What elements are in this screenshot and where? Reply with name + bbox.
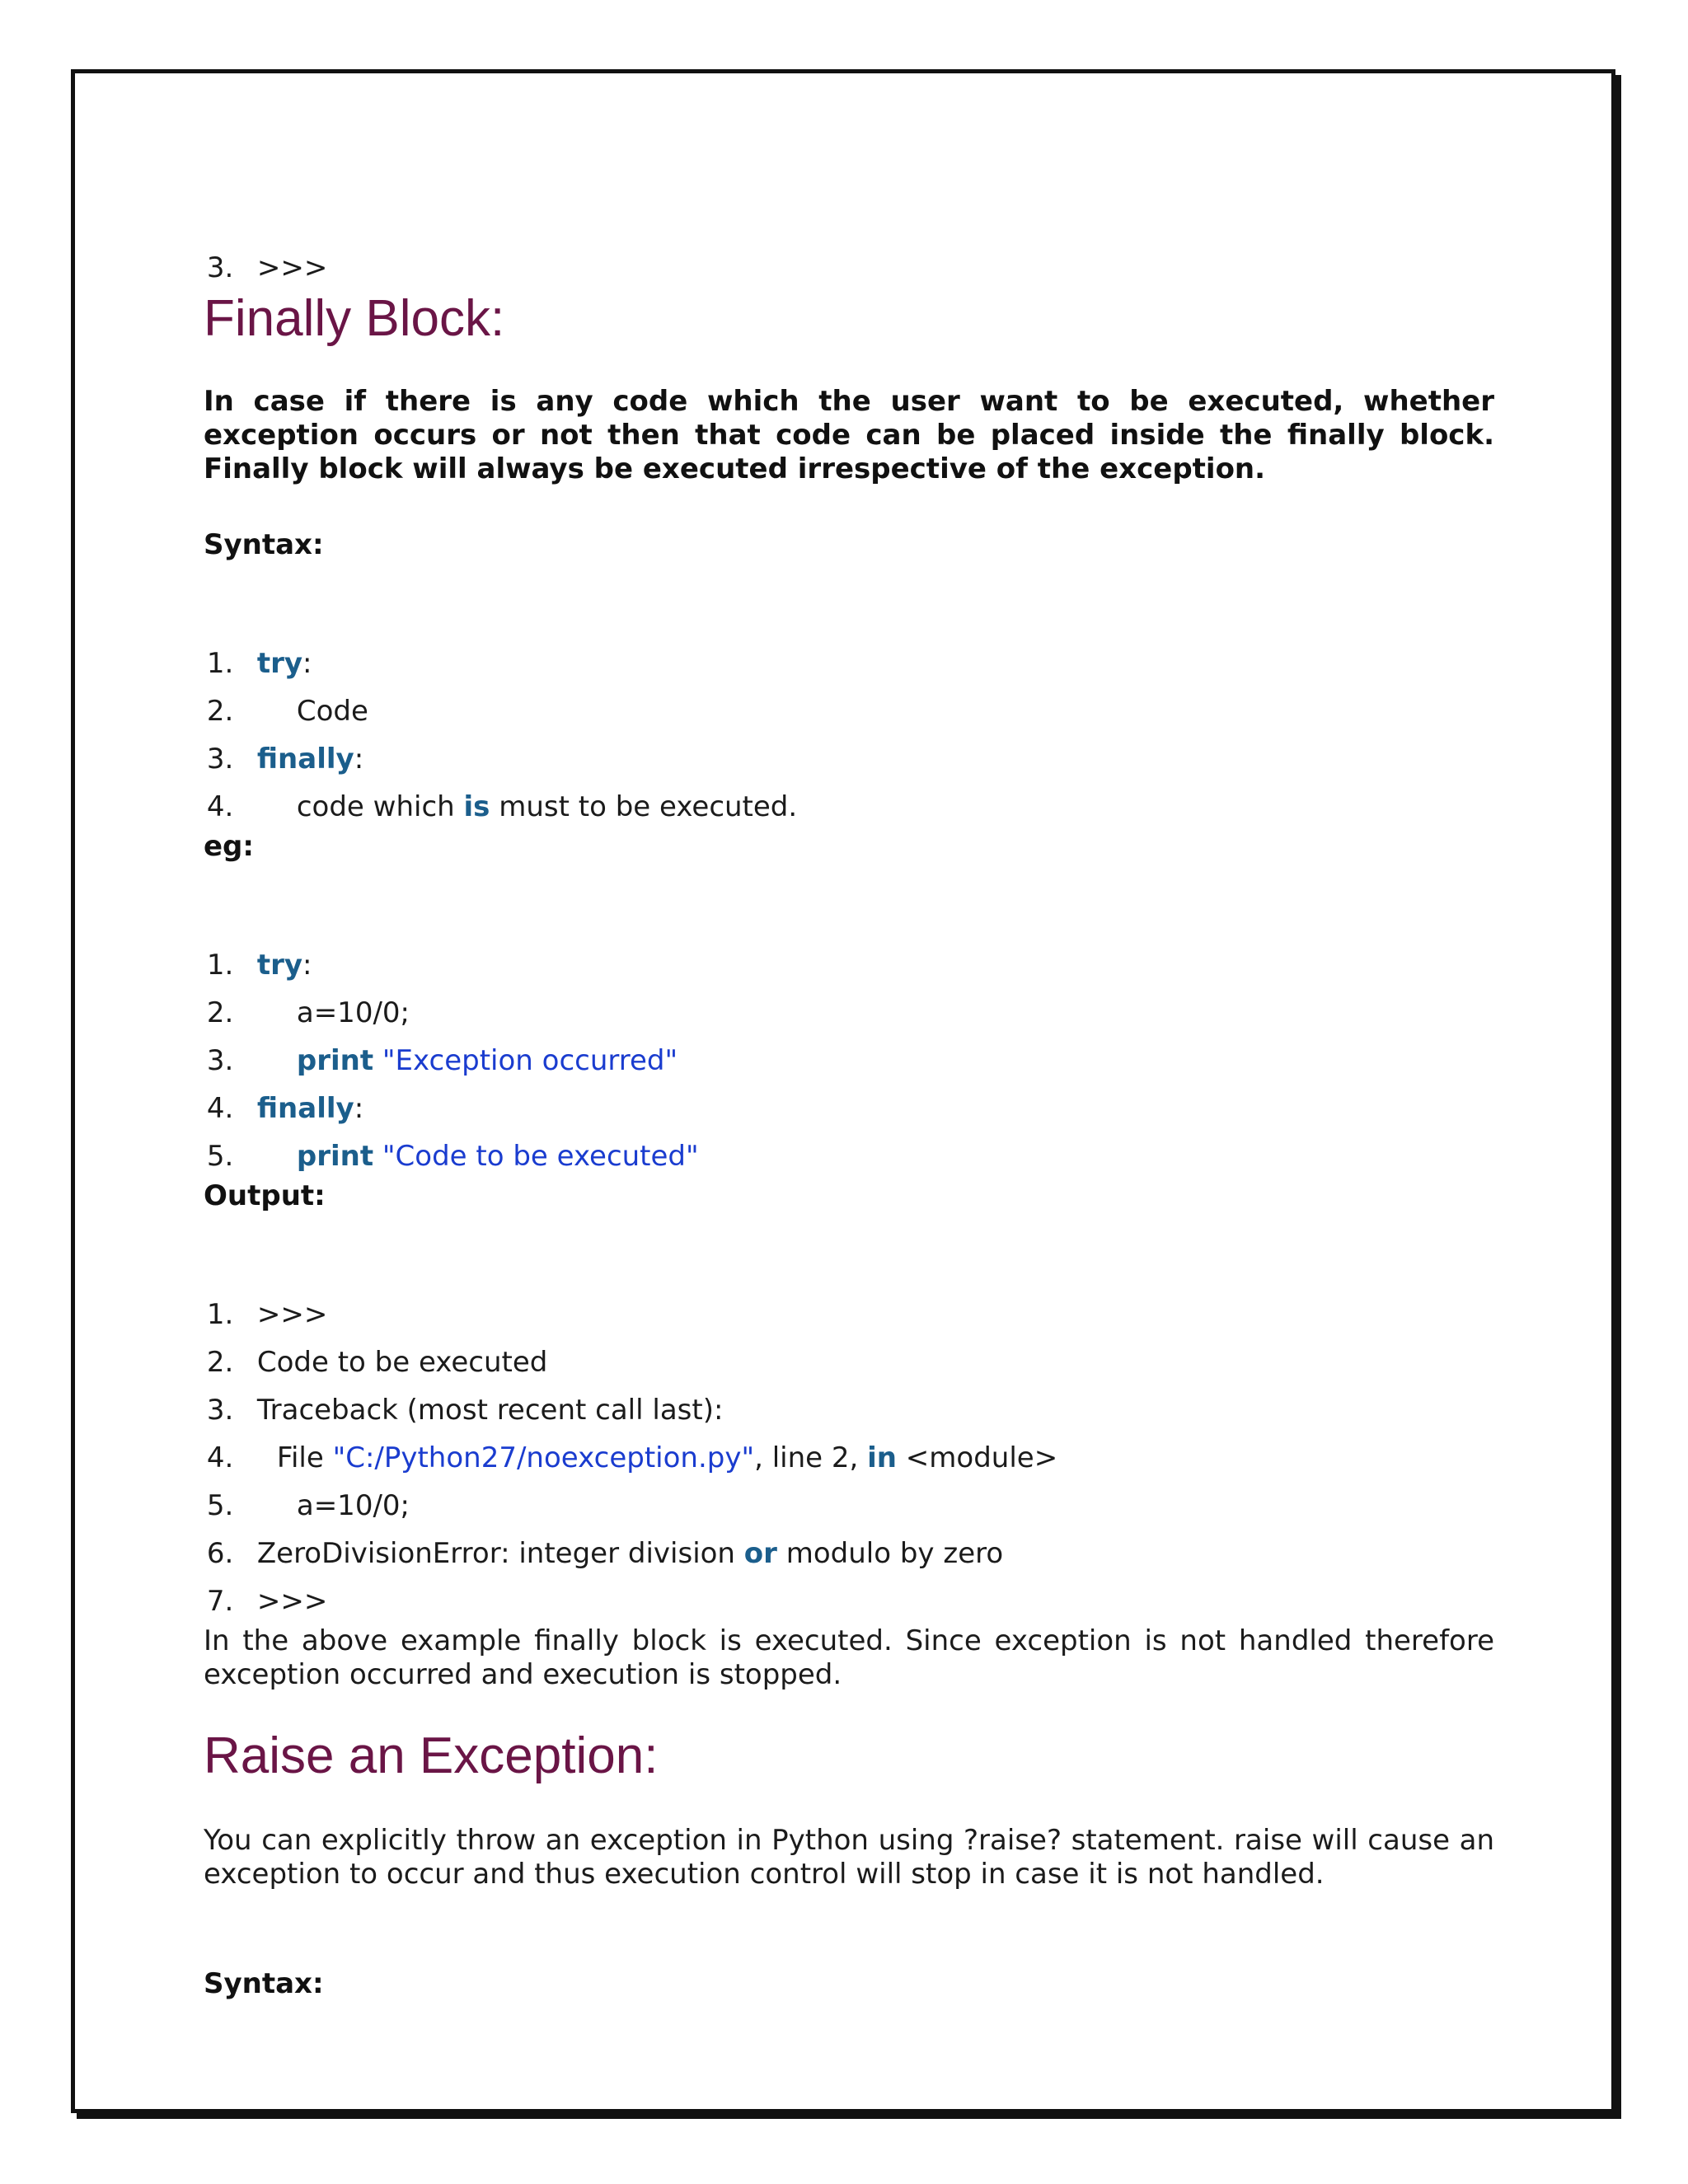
raise-intro: You can explicitly throw an exception in Python using ?raise? statement. raise will cause an exception to occur and thus execution control will stop in case it is not handled. xyxy=(204,1824,1494,1891)
code-line: 2. Code xyxy=(206,695,368,728)
raise-syntax-label: Syntax: xyxy=(204,1967,324,2000)
eg-label: eg: xyxy=(204,830,254,863)
output-line: 3. Traceback (most recent call last): xyxy=(206,1394,724,1427)
code-line: 5. print "Code to be executed" xyxy=(206,1140,699,1173)
code-line: 3. print "Exception occurred" xyxy=(206,1044,678,1077)
code-line: 1. try: xyxy=(206,647,312,680)
output-label: Output: xyxy=(204,1179,326,1212)
output-line: 2. Code to be executed xyxy=(206,1346,548,1379)
output-line: 4. File "C:/Python27/noexception.py", line 2, in <module> xyxy=(206,1441,1058,1474)
code-line: 3. finally: xyxy=(206,743,364,776)
syntax-label: Syntax: xyxy=(204,528,324,561)
finally-intro: In case if there is any code which the user want to be executed, whether exception occurs or not then that code can be placed inside the finally block. Finally block will always be executed irrespective of the exception. xyxy=(204,385,1494,485)
raise-heading: Raise an Exception: xyxy=(204,1727,659,1784)
code-line: 3. >>> xyxy=(206,251,328,284)
output-line: 5. a=10/0; xyxy=(206,1489,410,1522)
finally-heading: Finally Block: xyxy=(204,290,505,347)
code-line: 4. code which is must to be executed. xyxy=(206,790,798,823)
document-page xyxy=(71,69,1615,2113)
output-line: 6. ZeroDivisionError: integer division or modulo by zero xyxy=(206,1537,1004,1570)
output-line: 1. >>> xyxy=(206,1298,328,1331)
code-line: 4. finally: xyxy=(206,1092,364,1125)
code-line: 1. try: xyxy=(206,949,312,982)
output-line: 7. >>> xyxy=(206,1585,328,1618)
code-line: 2. a=10/0; xyxy=(206,996,410,1029)
finally-summary: In the above example finally block is executed. Since exception is not handled therefore exception occurred and execution is stopped. xyxy=(204,1624,1494,1691)
